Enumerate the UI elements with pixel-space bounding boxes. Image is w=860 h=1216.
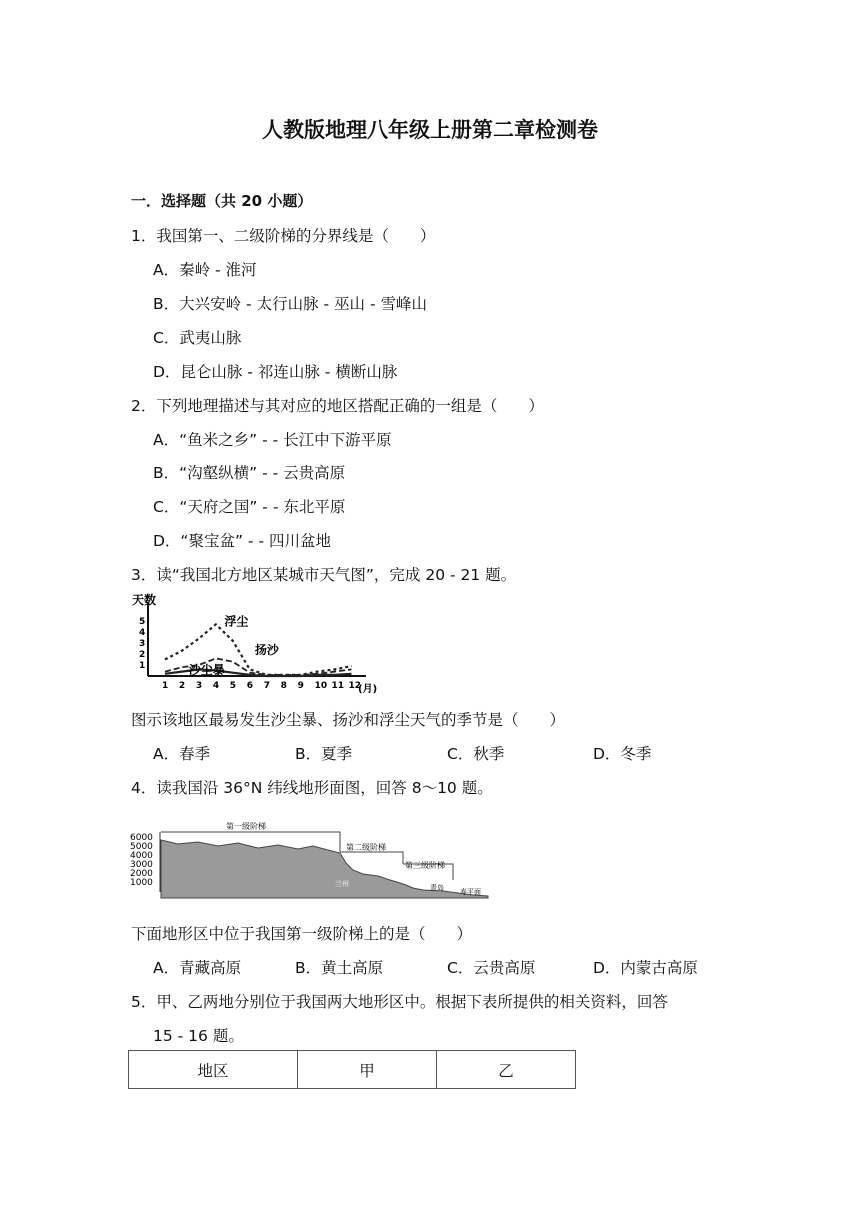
question-5-stem-cont: 15 - 16 题。 (153, 1027, 244, 1045)
profile-ytick: 2000 (130, 869, 153, 879)
question-1-option-a: A．秦岭 - 淮河 (153, 261, 257, 279)
question-4-stem: 4．读我国沿 36°N 纬线地形面图，回答 8～10 题。 (131, 779, 493, 797)
chart-x-tick-label: 9 (297, 681, 304, 691)
step-label-1: 第一级阶梯 (226, 822, 266, 831)
chart-y-tick-label: 1 (139, 661, 146, 671)
profile-ytick: 6000 (130, 833, 153, 843)
question-2-stem: 2．下列地理描述与其对应的地区搭配正确的一组是（ ） (131, 397, 544, 415)
chart-x-tick-label: 4 (212, 681, 220, 691)
question-2-option-d: D．“聚宝盆” - - 四川盆地 (153, 532, 331, 550)
chart-series-label-3: 沙尘暴 (188, 662, 225, 677)
question-4-substem: 下面地形区中位于我国第一级阶梯上的是（ ） (131, 925, 473, 943)
chart-series-label-2: 扬沙 (254, 643, 279, 657)
chart-x-tick-label: 11 (331, 681, 345, 691)
question-3-option-d: D．冬季 (593, 745, 652, 763)
chart-x-tick-label: 6 (246, 681, 254, 691)
question-3-option-c: C．秋季 (447, 745, 505, 763)
section-heading: 一．选择题（共 20 小题） (131, 192, 313, 210)
table-header-cell: 地区 (129, 1051, 298, 1089)
chart-x-tick-label: 8 (280, 681, 287, 691)
step-label-2: 第二级阶梯 (346, 843, 386, 852)
chart-x-tick-label: 10 (314, 681, 328, 691)
question-2-option-b: B．“沟壑纵横” - - 云贵高原 (153, 464, 346, 482)
terrain-profile (128, 808, 500, 904)
question-4-option-c: C．云贵高原 (447, 959, 536, 977)
chart-y-tick-label: 3 (139, 639, 146, 649)
chart-series-label-1: 浮尘 (224, 614, 249, 629)
profile-ytick: 5000 (130, 842, 153, 852)
profile-ytick: 3000 (130, 860, 153, 870)
table-header-cell: 乙 (437, 1051, 576, 1089)
chart-ylabel: 天数 (132, 593, 157, 607)
chart-xlabel: (月) (358, 684, 378, 695)
data-table (128, 1050, 576, 1089)
chart-x-tick-label: 1 (161, 681, 169, 691)
question-1-stem: 1．我国第一、二级阶梯的分界线是（ ） (131, 227, 436, 245)
question-3-substem: 图示该地区最易发生沙尘暴、扬沙和浮尘天气的季节是（ ） (131, 711, 566, 729)
chart-x-tick-label: 12 (348, 681, 362, 691)
question-2-option-c: C．“天府之国” - - 东北平原 (153, 498, 346, 516)
table-header-cell: 甲 (298, 1051, 437, 1089)
question-4-option-a: A．青藏高原 (153, 959, 242, 977)
page-title: 人教版地理八年级上册第二章检测卷 (262, 118, 598, 142)
table-row (129, 1051, 576, 1089)
chart-x-tick-label: 7 (263, 681, 270, 691)
step-label-3: 第三级阶梯 (405, 861, 445, 870)
question-2-option-a: A．“鱼米之乡” - - 长江中下游平原 (153, 431, 392, 449)
weather-chart (128, 588, 388, 698)
place-label-lanzhou: 兰州 (335, 880, 349, 888)
question-1-option-c: C．武夷山脉 (153, 329, 242, 347)
chart-y-tick-label: 2 (139, 650, 146, 660)
profile-ytick: 1000 (130, 878, 153, 888)
chart-y-tick-label: 5 (139, 617, 146, 627)
place-label-sea: 寿平面 (460, 888, 481, 896)
question-1-option-d: D．昆仑山脉 - 祁连山脉 - 横断山脉 (153, 363, 398, 381)
chart-x-tick-label: 2 (178, 681, 186, 691)
chart-y-tick-label: 4 (139, 628, 146, 638)
question-3-stem: 3．读“我国北方地区某城市天气图”，完成 20 - 21 题。 (131, 566, 517, 584)
profile-ytick: 4000 (130, 851, 153, 861)
chart-x-tick-label: 5 (229, 681, 237, 691)
question-5-stem: 5．甲、乙两地分别位于我国两大地形区中。根据下表所提供的相关资料，回答 (131, 993, 668, 1011)
question-3-option-b: B．夏季 (295, 745, 353, 763)
question-4-option-d: D．内蒙古高原 (593, 959, 698, 977)
question-4-option-b: B．黄土高原 (295, 959, 384, 977)
chart-x-tick-label: 3 (195, 681, 203, 691)
question-3-option-a: A．春季 (153, 745, 211, 763)
place-label-qingdao: 青岛 (430, 884, 444, 892)
question-1-option-b: B．大兴安岭 - 太行山脉 - 巫山 - 雪峰山 (153, 295, 427, 313)
